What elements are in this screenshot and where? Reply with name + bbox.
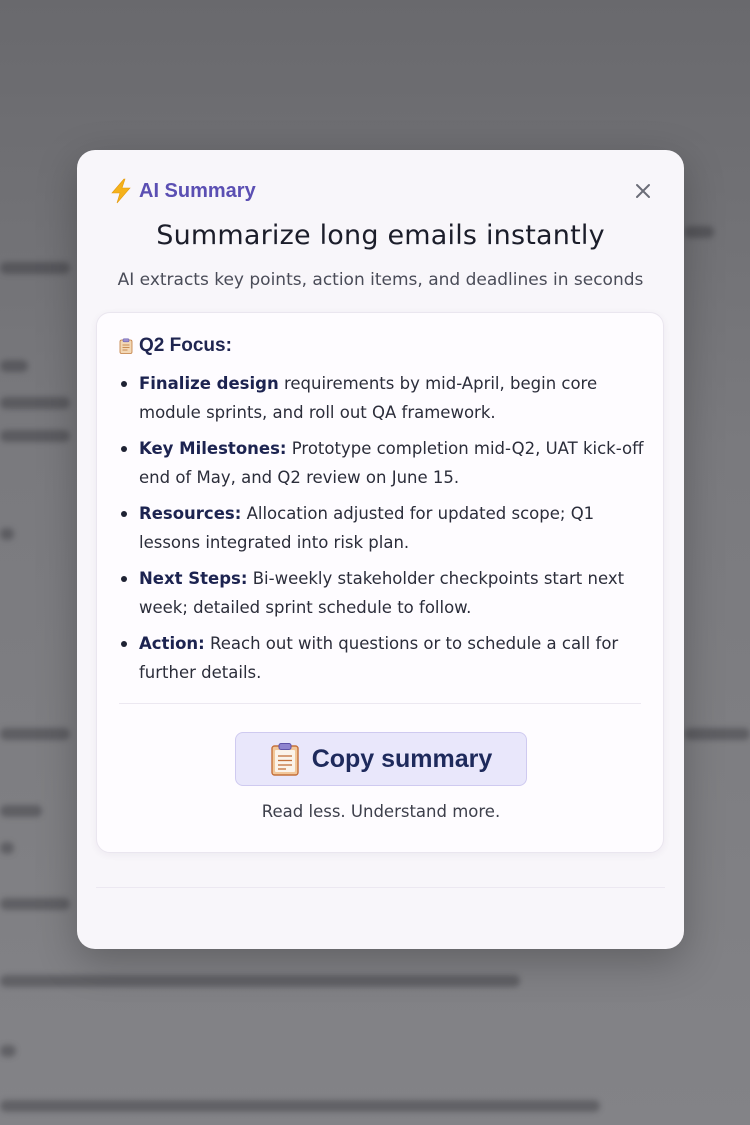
summary-bullet-list — [117, 369, 652, 694]
bullet-text: Prototype completion mid-Q2, UAT kick-off end of May, and Q2 review on June 15. — [139, 439, 644, 487]
clipboard-icon — [270, 742, 300, 776]
bg-text-line — [0, 805, 42, 817]
bg-text-line — [684, 226, 714, 238]
list-item — [117, 499, 652, 557]
lightning-bolt-icon — [109, 178, 133, 204]
bullet-lead: Key Milestones: — [139, 439, 287, 458]
list-item — [117, 629, 652, 687]
modal-title: Summarize long emails instantly — [156, 220, 605, 251]
bullet-lead: Action: — [139, 634, 205, 653]
bullet-text: Bi-weekly stakeholder checkpoints start next week; detailed sprint schedule to follow. — [139, 569, 625, 617]
bg-text-line — [0, 898, 70, 910]
bg-text-line — [0, 528, 14, 540]
bg-text-line — [0, 1045, 16, 1057]
bg-text-line — [684, 728, 750, 740]
bg-text-line — [0, 397, 70, 409]
card-divider — [119, 703, 641, 704]
bullet-lead: Next Steps: — [139, 569, 248, 588]
bg-text-line — [0, 360, 28, 372]
list-item — [117, 564, 652, 622]
bullet-text: Reach out with questions or to schedule a call for further details. — [139, 634, 619, 682]
list-item — [117, 434, 652, 492]
section-heading — [119, 335, 232, 357]
clipboard-icon — [119, 338, 133, 354]
bullet-lead: Resources: — [139, 504, 242, 523]
bg-text-line — [0, 1100, 600, 1112]
modal-header — [109, 178, 256, 204]
summary-card — [96, 312, 664, 853]
bg-text-line — [0, 842, 14, 854]
close-icon[interactable] — [632, 180, 654, 202]
modal-bottom-divider — [96, 887, 665, 888]
bg-text-line — [0, 262, 70, 274]
list-item — [117, 369, 652, 427]
tagline: Read less. Understand more. — [261, 802, 501, 821]
bg-text-line — [0, 430, 70, 442]
bullet-text: requirements by mid-April, begin core module sprints, and roll out QA framework. — [139, 374, 598, 422]
bg-text-line — [0, 975, 520, 987]
copy-summary-label: Copy summary — [311, 744, 493, 773]
bullet-lead: Finalize design — [139, 374, 279, 393]
bullet-text: Allocation adjusted for updated scope; Q1 lessons integrated into risk plan. — [139, 504, 595, 552]
modal-subtitle: AI extracts key points, action items, and deadlines in seconds — [117, 270, 644, 290]
section-heading-label: Q2 Focus: — [139, 335, 232, 356]
header-label: AI Summary — [139, 179, 256, 202]
bg-text-line — [0, 728, 70, 740]
copy-summary-button[interactable] — [235, 732, 527, 786]
ai-summary-modal — [77, 150, 684, 949]
